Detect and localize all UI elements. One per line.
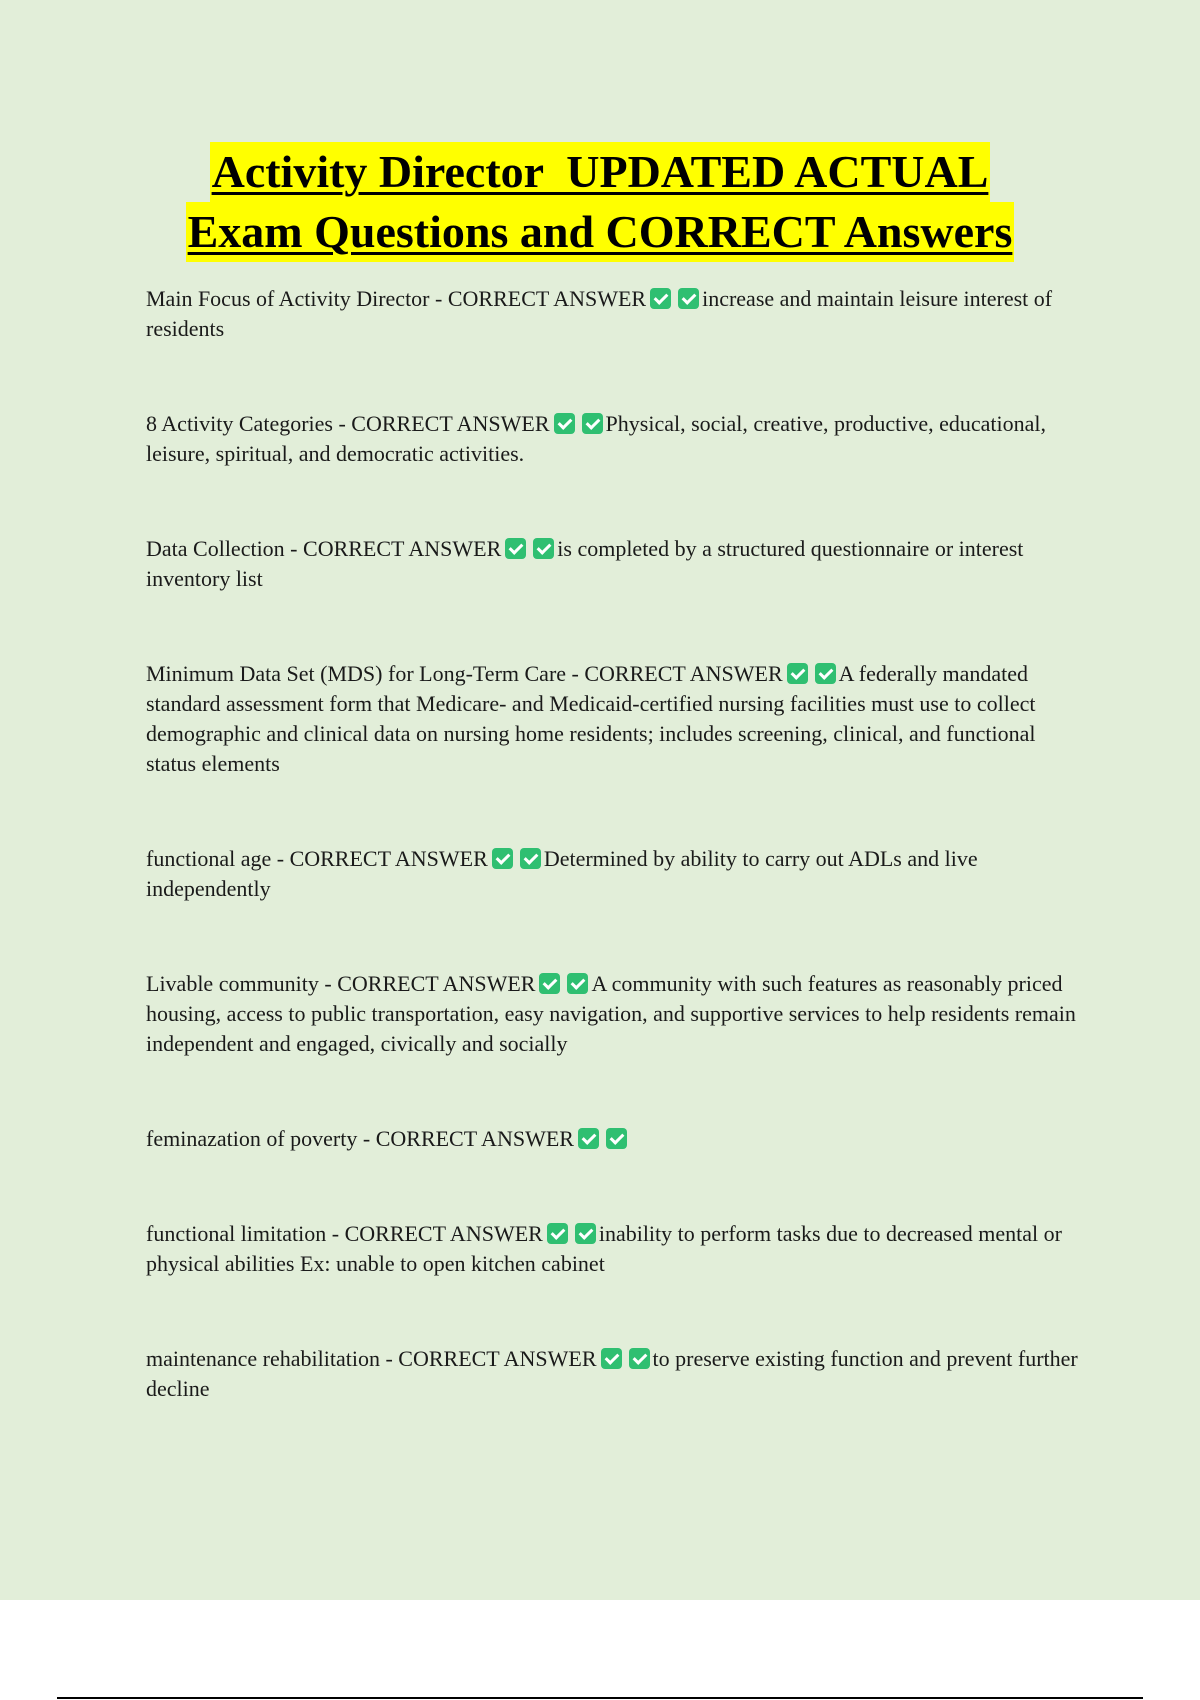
qa-term: functional limitation - <box>146 1221 345 1246</box>
check-box-icon <box>815 663 836 684</box>
check-box-icon <box>520 848 541 869</box>
correct-answer-label: CORRECT ANSWER <box>303 536 502 561</box>
qa-answer: A federally mandated standard assessment form that Medicare- and Medicaid-certified nursing facilities must use to collect demographic and clinical data on nursing home residents; includes screening, clinical, and functional status elements <box>146 661 1036 776</box>
correct-answer-label: CORRECT ANSWER <box>584 661 783 686</box>
qa-item <box>146 1219 1086 1279</box>
check-box-icon <box>678 288 699 309</box>
document-title <box>0 142 1200 262</box>
check-box-icon <box>787 663 808 684</box>
qa-item <box>146 284 1086 344</box>
qa-item <box>146 659 1086 779</box>
qa-item <box>146 409 1086 469</box>
correct-answer-label: CORRECT ANSWER <box>447 286 647 311</box>
qa-answer: is completed by a structured questionnaire or interest inventory list <box>146 536 1024 591</box>
qa-term: Data Collection - <box>146 536 304 561</box>
check-box-icon <box>606 1128 627 1149</box>
qa-item <box>146 1344 1086 1404</box>
correct-answer-label: CORRECT ANSWER <box>337 971 536 996</box>
check-box-icon <box>601 1348 622 1369</box>
qa-term: 8 Activity Categories - <box>146 411 352 436</box>
footer-divider <box>57 1697 1143 1699</box>
check-box-icon <box>492 848 513 869</box>
check-box-icon <box>578 1128 599 1149</box>
check-box-icon <box>539 973 560 994</box>
check-box-icon <box>554 413 575 434</box>
correct-answer-label: CORRECT ANSWER <box>375 1126 574 1151</box>
qa-item <box>146 844 1086 904</box>
qa-answer: Physical, social, creative, productive, educational, leisure, spiritual, and democratic activities. <box>146 411 1046 466</box>
qa-answer: increase and maintain leisure interest of residents <box>146 286 1053 341</box>
check-box-icon <box>547 1223 568 1244</box>
check-box-icon <box>575 1223 596 1244</box>
title-line-2: Exam Questions and CORRECT Answers <box>186 202 1015 262</box>
qa-answer: to preserve existing function and prevent further decline <box>146 1346 1078 1401</box>
title-line-1: Activity Director UPDATED ACTUAL <box>210 142 991 202</box>
correct-answer-label: CORRECT ANSWER <box>289 846 488 871</box>
qa-answer: A community with such features as reasonably priced housing, access to public transportation, easy navigation, and supportive services to help residents remain independent and engaged, civically and socially <box>146 971 1076 1056</box>
qa-answer: inability to perform tasks due to decreased mental or physical abilities Ex: unable to open kitchen cabinet <box>146 1221 1062 1276</box>
qa-term: Livable community - <box>146 971 338 996</box>
qa-item <box>146 534 1086 594</box>
check-box-icon <box>582 413 603 434</box>
qa-term: feminazation of poverty - <box>146 1126 376 1151</box>
qa-term: maintenance rehabilitation - <box>146 1346 399 1371</box>
qa-answer: Determined by ability to carry out ADLs and live independently <box>146 846 978 901</box>
qa-term: functional age - <box>146 846 290 871</box>
qa-term: Minimum Data Set (MDS) for Long-Term Care - <box>146 661 585 686</box>
correct-answer-label: CORRECT ANSWER <box>351 411 550 436</box>
qa-term: Main Focus of Activity Director - <box>146 286 448 311</box>
correct-answer-label: CORRECT ANSWER <box>344 1221 543 1246</box>
qa-item <box>146 969 1086 1059</box>
qa-list <box>146 284 1086 1469</box>
check-box-icon <box>533 538 554 559</box>
qa-item <box>146 1124 1086 1154</box>
correct-answer-label: CORRECT ANSWER <box>398 1346 597 1371</box>
check-box-icon <box>650 288 671 309</box>
check-box-icon <box>629 1348 650 1369</box>
check-box-icon <box>567 973 588 994</box>
check-box-icon <box>505 538 526 559</box>
